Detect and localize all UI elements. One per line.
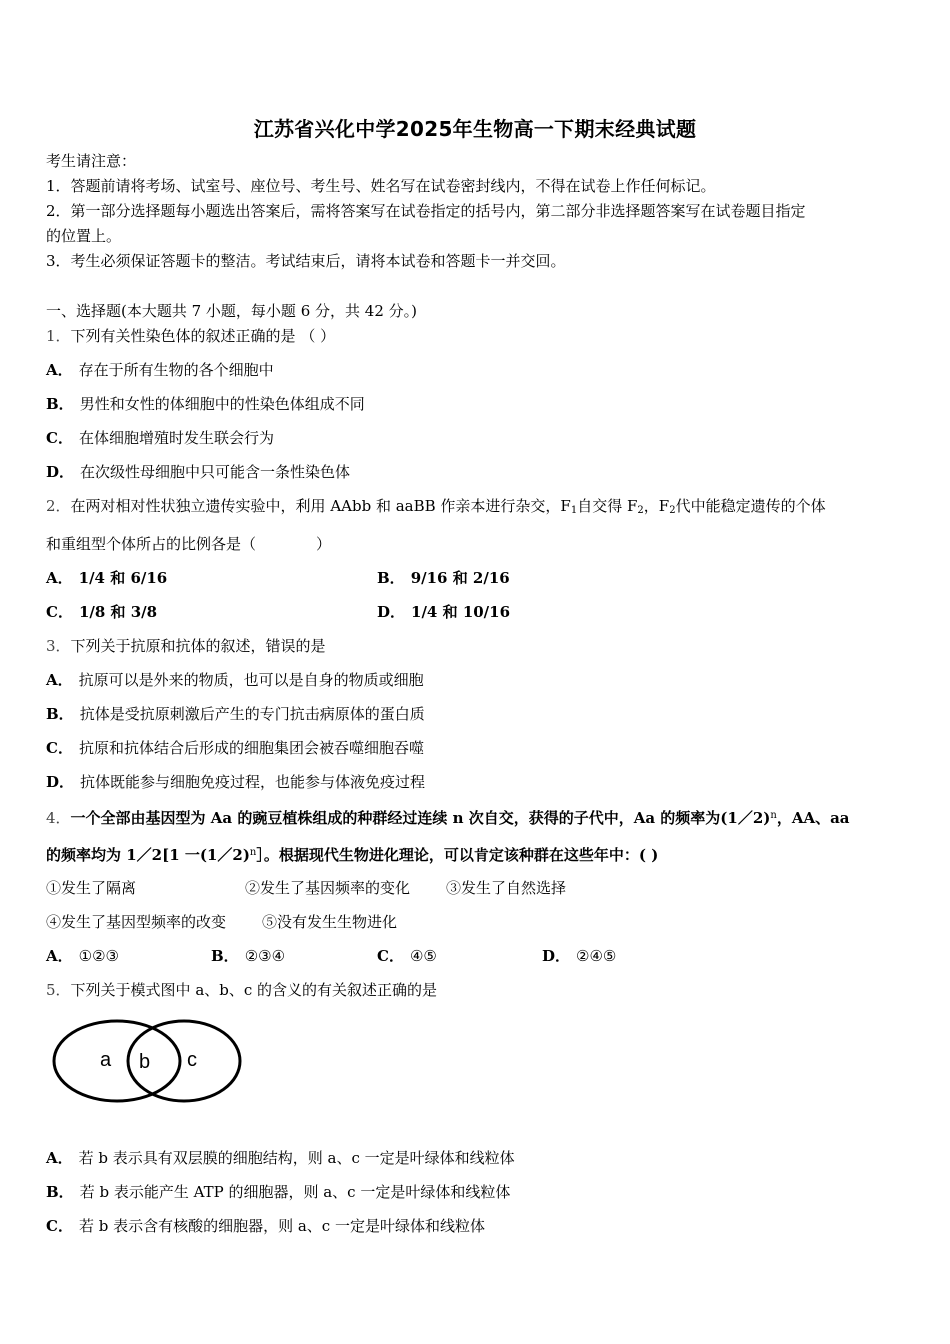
option-text: 若 b 表示含有核酸的细胞器，则 a、c 一定是叶绿体和线粒体 <box>78 1217 485 1235</box>
notice-item-2-cont: 的位置上。 <box>46 227 122 245</box>
option-text: 在次级性母细胞中只可能含一条性染色体 <box>80 463 351 481</box>
section-heading: 一、选择题(本大题共 7 小题，每小题 6 分，共 42 分。) <box>46 302 417 320</box>
option-letter: C． <box>377 947 404 965</box>
subscript: 2 <box>669 505 676 516</box>
q2-option-b <box>377 568 510 588</box>
option-text: 抗原可以是外来的物质，也可以是自身的物质或细胞 <box>78 671 424 689</box>
venn-label-c: c <box>187 1049 197 1071</box>
option-letter: A． <box>46 671 73 689</box>
page-title: 江苏省兴化中学2025年生物高一下期末经典试题 <box>253 117 697 141</box>
option-text: 存在于所有生物的各个细胞中 <box>78 361 274 379</box>
option-letter: D． <box>46 463 75 481</box>
notice-item-1: 1．答题前请将考场、试室号、座位号、考生号、姓名写在试卷密封线内，不得在试卷上作任何标记。 <box>46 177 716 195</box>
question-stem: 在两对相对性状独立遗传实验中，利用 AAbb 和 aaBB 作亲本进行杂交，F <box>70 497 571 515</box>
option-text: 1/4 和 10/16 <box>411 603 511 621</box>
question-4-cont <box>46 843 658 865</box>
question-number: 3． <box>46 637 71 655</box>
q3-option-a <box>46 670 424 690</box>
option-text: ②③④ <box>244 947 286 965</box>
q4-option-d <box>542 946 616 966</box>
question-stem: 一个全部由基因型为 Aa 的豌豆植株组成的种群经过连续 n 次自交，获得的子代中，Aa 的频率为(1／2) <box>70 809 771 827</box>
q2-option-c <box>46 602 157 622</box>
question-stem-part: ］。根据现代生物进化理论，可以肯定该种群在这些年中：( ) <box>256 846 659 864</box>
option-text: 抗原和抗体结合后形成的细胞集团会被吞噬细胞吞噬 <box>78 739 424 757</box>
option-letter: A． <box>46 1149 73 1167</box>
option-letter: C． <box>46 1217 73 1235</box>
question-number: 5． <box>46 981 71 999</box>
option-letter: B． <box>211 947 239 965</box>
question-number: 4． <box>46 809 71 827</box>
venn-label-b: b <box>139 1051 151 1073</box>
question-stem: 下列关于抗原和抗体的叙述，错误的是 <box>70 637 326 655</box>
q4-statement-3: ③发生了自然选择 <box>446 879 567 897</box>
option-text: 在体细胞增殖时发生联会行为 <box>78 429 274 447</box>
question-stem-part: ，AA、aa <box>776 809 850 827</box>
q3-option-d <box>46 772 425 792</box>
q4-option-a <box>46 946 119 966</box>
option-text: 抗体既能参与细胞免疫过程，也能参与体液免疫过程 <box>80 773 426 791</box>
q1-option-c <box>46 428 274 448</box>
q4-statement-5: ⑤没有发生生物进化 <box>262 913 398 931</box>
option-text: 若 b 表示能产生 ATP 的细胞器，则 a、c 一定是叶绿体和线粒体 <box>79 1183 511 1201</box>
q3-option-c <box>46 738 424 758</box>
option-letter: D． <box>46 773 75 791</box>
q5-option-a <box>46 1148 515 1168</box>
q1-option-d <box>46 462 350 482</box>
question-2 <box>46 496 826 521</box>
option-letter: C． <box>46 739 73 757</box>
venn-circle-left <box>54 1021 180 1101</box>
option-letter: C． <box>46 603 73 621</box>
superscript: n <box>770 810 777 821</box>
q4-option-c <box>377 946 437 966</box>
option-text: ④⑤ <box>409 947 437 965</box>
q4-option-b <box>211 946 285 966</box>
option-letter: A． <box>46 947 73 965</box>
question-stem-part: ，F <box>643 497 670 515</box>
question-stem-part: 的频率均为 1／2[1 一(1／2) <box>46 846 250 864</box>
q2-option-a <box>46 568 167 588</box>
question-number: 2． <box>46 497 71 515</box>
option-text: ①②③ <box>78 947 119 965</box>
notice-item-3: 3．考生必须保证答题卡的整洁。考试结束后，请将本试卷和答题卡一并交回。 <box>46 252 566 270</box>
question-stem-part: 代中能稳定遗传的个体 <box>675 497 826 515</box>
option-letter: A． <box>46 361 73 379</box>
subscript: 2 <box>637 505 644 516</box>
q3-option-b <box>46 704 425 724</box>
option-letter: B． <box>46 395 74 413</box>
question-stem: 下列关于模式图中 a、b、c 的含义的有关叙述正确的是 <box>70 981 438 999</box>
option-text: 1/8 和 3/8 <box>78 603 158 621</box>
option-text: 抗体是受抗原刺激后产生的专门抗击病原体的蛋白质 <box>79 705 425 723</box>
option-letter: C． <box>46 429 73 447</box>
q5-option-b <box>46 1182 510 1202</box>
q1-option-b <box>46 394 365 414</box>
question-4 <box>46 806 850 828</box>
question-stem-part: 自交得 F <box>577 497 638 515</box>
option-letter: B． <box>46 1183 74 1201</box>
question-2-cont: 和重组型个体所占的比例各是（ ） <box>46 535 332 553</box>
option-text: 男性和女性的体细胞中的性染色体组成不同 <box>79 395 365 413</box>
option-letter: B． <box>46 705 74 723</box>
q1-option-a <box>46 360 274 380</box>
venn-diagram <box>50 1015 250 1110</box>
question-1 <box>46 326 335 346</box>
question-stem: 下列有关性染色体的叙述正确的是 （ ） <box>70 327 336 345</box>
q4-statement-1: ①发生了隔离 <box>46 879 137 897</box>
notice-heading: 考生请注意： <box>46 152 137 170</box>
option-text: ②④⑤ <box>576 947 617 965</box>
option-text: 9/16 和 2/16 <box>410 569 510 587</box>
question-5 <box>46 980 437 1000</box>
q4-statement-4: ④发生了基因型频率的改变 <box>46 913 227 931</box>
venn-label-a: a <box>100 1049 112 1071</box>
q5-option-c <box>46 1216 485 1236</box>
option-letter: A． <box>46 569 73 587</box>
option-text: 若 b 表示具有双层膜的细胞结构，则 a、c 一定是叶绿体和线粒体 <box>78 1149 515 1167</box>
option-letter: D． <box>542 947 571 965</box>
option-letter: D． <box>377 603 406 621</box>
question-3 <box>46 636 326 656</box>
q4-statement-2: ②发生了基因频率的变化 <box>245 879 411 897</box>
option-text: 1/4 和 6/16 <box>78 569 168 587</box>
q2-option-d <box>377 602 510 622</box>
subscript: 1 <box>570 505 578 516</box>
notice-item-2: 2．第一部分选择题每小题选出答案后，需将答案写在试卷指定的括号内，第二部分非选择题答案写在试卷题目指定 <box>46 202 806 220</box>
option-letter: B． <box>377 569 405 587</box>
superscript: n <box>249 847 257 858</box>
question-number: 1． <box>46 327 71 345</box>
